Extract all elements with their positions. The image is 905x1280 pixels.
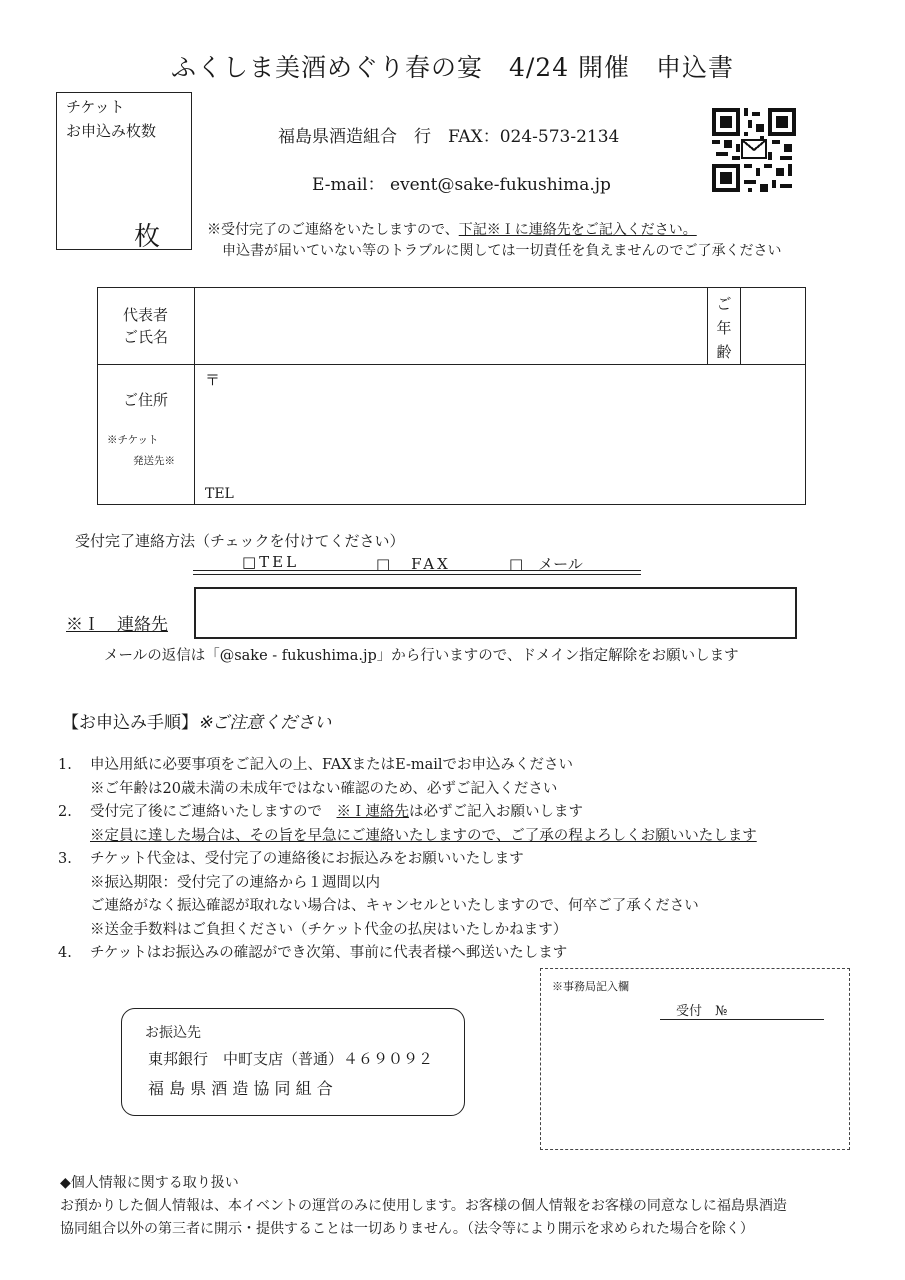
bank-holder: 福 島 県 酒 造 協 同 組 合 (148, 1079, 333, 1098)
procedure-heading (62, 708, 331, 733)
step-number: 3. (58, 851, 72, 867)
step-number: 1. (58, 757, 72, 773)
step-number: 4. (58, 945, 72, 961)
ticket-label-line1: チケット (66, 98, 125, 116)
step-1-note (58, 778, 757, 802)
address-label: ご住所 (123, 391, 169, 409)
notice-line-2: 申込書が届いていない等のトラブルに関しては一切責任を負えませんのでご了承ください (222, 243, 782, 259)
checkbox-mail[interactable]: □ メール (509, 555, 583, 573)
address-note-line2: 発送先※ (133, 455, 175, 467)
address-label-cell (98, 365, 195, 505)
step-3-note-1 (58, 872, 757, 896)
step-3-note-2 (58, 895, 757, 919)
office-use-label: ※事務局記入欄 (552, 980, 629, 993)
step-text: 申込用紙に必要事項をご記入の上、FAXまたはE-mailでお申込みください (90, 757, 574, 773)
qr-code-email-icon (712, 108, 796, 192)
age-label-2: 年 (716, 319, 732, 337)
step-text-underlined: ※定員に達した場合は、その旨を早急にご連絡いたしますので、ご了承の程よろしくお願いいたします (90, 827, 757, 844)
step-3-note-3 (58, 919, 757, 943)
procedure-heading-text: 【お申込み手順】 (62, 713, 198, 733)
step-text: ご連絡がなく振込確認が取れない場合は、キャンセルといたしますので、何卒ご了承ください (90, 898, 699, 914)
fax-line: 福島県酒造組合 行 FAX：024-573-2134 (278, 127, 620, 147)
contact-method-label: 受付完了連絡方法（チェックを付けてください） (75, 532, 405, 550)
privacy-section (60, 1172, 787, 1241)
procedure-heading-note: ※ご注意ください (198, 713, 332, 733)
procedure-steps (58, 754, 757, 966)
step-text: 受付完了後にご連絡いたしますので (90, 804, 337, 820)
privacy-text-1: お預かりした個人情報は、本イベントの運営のみに使用します。お客様の個人情報をお客様の同意なしに福島県酒造 (60, 1198, 787, 1214)
applicant-form-table (97, 287, 806, 505)
name-input-field[interactable] (195, 288, 708, 365)
step-text: は必ずご記入お願いします (409, 804, 583, 820)
name-label-line1: 代表者 (123, 306, 169, 324)
ticket-label-line2: お申込み枚数 (66, 122, 157, 140)
privacy-heading: ◆個人情報に関する取り扱い (60, 1175, 239, 1191)
step-2 (58, 801, 757, 825)
step-text-underlined: ※Ｉ連絡先 (336, 804, 409, 820)
receipt-number-field: 受付 № (660, 1000, 824, 1020)
age-label-cell (708, 288, 741, 365)
step-number: 2. (58, 804, 72, 820)
name-label-line2: ご氏名 (123, 328, 169, 346)
contact-input-field[interactable] (194, 587, 797, 639)
step-1 (58, 754, 757, 778)
step-text: ※送金手数料はご負担ください（チケット代金の払戻はいたしかねます） (90, 921, 568, 938)
bank-heading: お振込先 (145, 1025, 201, 1041)
notice-line1-underlined: 下記※Ｉに連絡先をご記入ください。 (458, 222, 697, 238)
ticket-count-label (66, 95, 186, 143)
ticket-unit: 枚 (134, 222, 161, 252)
step-text: ※振込期限：受付完了の連絡から１週間以内 (90, 874, 380, 891)
email-line: E-mail： event@sake-fukushima.jp (312, 175, 611, 195)
contact-label: ※Ｉ 連絡先 (66, 615, 168, 635)
step-text: ※ご年齢は20歳未満の未成年ではない確認のため、必ずご記入ください (90, 780, 558, 797)
contact-method-underline (193, 570, 641, 575)
bank-account: 東邦銀行 中町支店（普通）４６９０９２ (148, 1050, 434, 1068)
address-note-line1: ※チケット (107, 434, 159, 446)
step-text: チケット代金は、受付完了の連絡後にお振込みをお願いいたします (90, 851, 524, 867)
age-label-1: ご (716, 295, 732, 313)
step-4 (58, 942, 757, 966)
step-2-note (58, 825, 757, 849)
name-label-cell (98, 288, 195, 365)
age-input-field[interactable] (741, 288, 806, 365)
address-input-field[interactable] (195, 365, 806, 505)
step-3 (58, 848, 757, 872)
form-title: ふくしま美酒めぐり春の宴 4/24 開催 申込書 (170, 53, 735, 82)
notice-line-1 (207, 219, 697, 239)
domain-note: メールの返信は「@sake - fukushima.jp」から行いますので、ドメイン指定解除をお願いします (104, 648, 739, 664)
privacy-text-2: 協同組合以外の第三者に開示・提供することは一切ありません。（法令等により開示を求められた場合を除く） (60, 1221, 754, 1237)
checkbox-tel[interactable]: □TEL (242, 553, 300, 571)
tel-label: TEL (205, 486, 234, 502)
step-text: チケットはお振込みの確認ができ次第、事前に代表者様へ郵送いたします (90, 945, 568, 961)
age-label-3: 齢 (716, 343, 732, 361)
postal-mark: 〒 (205, 371, 221, 389)
office-use-box (540, 968, 850, 1150)
notice-line1-text: ※受付完了のご連絡をいたしますので、 (207, 222, 459, 238)
checkbox-fax[interactable]: □ FAX (376, 555, 451, 573)
